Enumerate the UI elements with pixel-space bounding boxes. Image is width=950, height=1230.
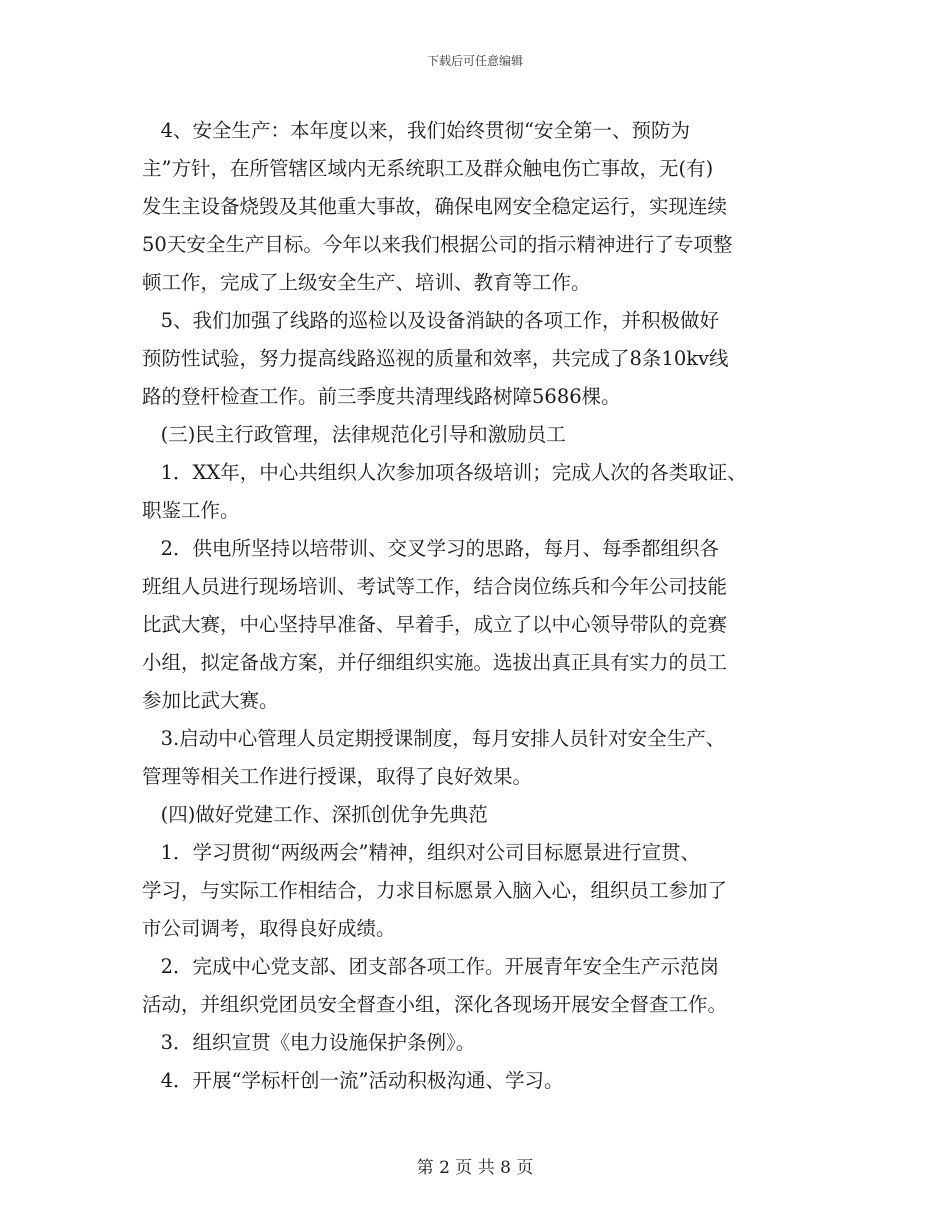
text-line: 发生主设备烧毁及其他重大事故，确保电网安全稳定运行，实现连续 (142, 195, 728, 218)
text-line: 4．开展“学标杆创一流”活动积极沟通、学习。 (142, 1069, 564, 1092)
text-line: 市公司调考，取得良好成绩。 (142, 917, 396, 940)
section-heading: (三)民主行政管理，法律规范化引导和激励员工 (142, 423, 566, 446)
document-body (142, 112, 822, 1100)
text-line: 活动，并组织党团员安全督查小组，深化各现场开展安全督查工作。 (142, 993, 728, 1016)
text-line: 1．学习贯彻“两级两会”精神，组织对公司目标愿景进行宣贯、 (142, 841, 700, 864)
text-line: 管理等相关工作进行授课，取得了良好效果。 (142, 765, 533, 788)
text-line: 职鉴工作。 (142, 499, 240, 522)
page-header: 下载后可任意编辑 (426, 54, 523, 68)
text-line: 路的登杆检查工作。前三季度共清理线路树障5686棵。 (142, 385, 621, 408)
text-line: 2．供电所坚持以培带训、交叉学习的思路，每月、每季都组织各 (142, 537, 720, 560)
text-line: 5、我们加强了线路的巡检以及设备消缺的各项工作，并积极做好 (142, 309, 720, 332)
text-line: 1．XX年，中心共组织人次参加项各级培训；完成人次的各类取证、 (142, 461, 747, 484)
section-heading: (四)做好党建工作、深抓创优争先典范 (142, 803, 488, 826)
text-line: 顿工作，完成了上级安全生产、培训、教育等工作。 (142, 271, 591, 294)
text-line: 小组，拟定备战方案，并仔细组织实施。选拔出真正具有实力的员工 (142, 651, 728, 674)
text-line: 参加比武大赛。 (142, 689, 279, 712)
text-line: 3.启动中心管理人员定期授课制度，每月安排人员针对安全生产、 (142, 727, 726, 750)
text-line: 2．完成中心党支部、团支部各项工作。开展青年安全生产示范岗 (142, 955, 720, 978)
text-line: 学习，与实际工作相结合，力求目标愿景入脑入心，组织员工参加了 (142, 879, 728, 902)
text-line: 预防性试验，努力提高线路巡视的质量和效率，共完成了8条10kv线 (142, 347, 729, 370)
text-line: 主”方针，在所管辖区域内无系统职工及群众触电伤亡事故，无(有) (142, 157, 714, 180)
text-line: 班组人员进行现场培训、考试等工作，结合岗位练兵和今年公司技能 (142, 575, 728, 598)
text-line: 3．组织宣贯《电力设施保护条例》。 (142, 1031, 476, 1054)
text-line: 比武大赛，中心坚持早准备、早着手，成立了以中心领导带队的竞赛 (142, 613, 728, 636)
text-line: 4、安全生产：本年度以来，我们始终贯彻“安全第一、预防为 (142, 119, 690, 142)
page-number-footer: 第 2 页 共 8 页 (416, 1158, 534, 1178)
text-line: 50天安全生产目标。今年以来我们根据公司的指示精神进行了专项整 (142, 233, 733, 256)
